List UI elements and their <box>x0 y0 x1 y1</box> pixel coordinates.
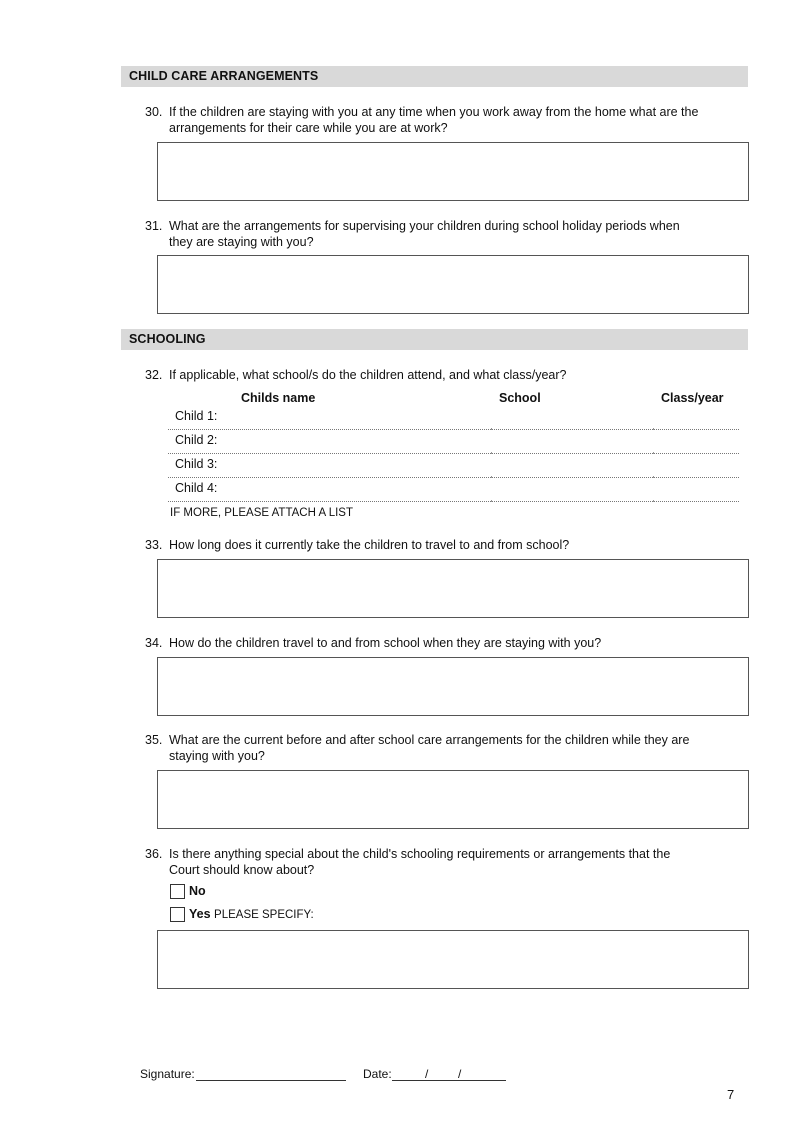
date-label: Date: <box>363 1067 392 1081</box>
question-number: 34. <box>145 636 163 650</box>
attach-list-note: IF MORE, PLEASE ATTACH A LIST <box>170 507 353 519</box>
question-number: 32. <box>145 368 163 382</box>
child-label: Child 4: <box>175 481 218 495</box>
question-text: What are the current before and after school care arrangements for the children while they are staying with you? <box>169 733 690 763</box>
answer-box-36[interactable] <box>157 930 749 989</box>
section-header-schooling <box>121 329 748 350</box>
question-number: 30. <box>145 105 163 119</box>
question-number: 35. <box>145 733 163 747</box>
question-number: 31. <box>145 219 163 233</box>
column-header-class-year: Class/year <box>661 391 724 405</box>
section-header-child-care <box>121 66 748 87</box>
question-number: 33. <box>145 538 163 552</box>
answer-box-33[interactable] <box>157 559 749 618</box>
question-text: If the children are staying with you at any time when you work away from the home what are the arrangements for their care while you are at work? <box>169 105 699 135</box>
no-label: No <box>189 884 206 898</box>
question-number: 36. <box>145 847 163 861</box>
child-label: Child 3: <box>175 457 218 471</box>
school-row[interactable] <box>168 430 739 454</box>
no-checkbox[interactable] <box>170 884 185 899</box>
date-separator: / <box>425 1067 429 1081</box>
yes-checkbox[interactable] <box>170 907 185 922</box>
date-separator: / <box>458 1067 462 1081</box>
child-label: Child 1: <box>175 409 218 423</box>
signature-label: Signature: <box>140 1067 195 1081</box>
please-specify-label: PLEASE SPECIFY: <box>214 909 314 921</box>
date-line[interactable] <box>392 1068 506 1081</box>
yes-label: Yes PLEASE SPECIFY: <box>189 907 314 921</box>
answer-box-31[interactable] <box>157 255 749 314</box>
page-number: 7 <box>727 1087 735 1102</box>
question-text: How do the children travel to and from school when they are staying with you? <box>169 636 602 650</box>
question-text: How long does it currently take the children to travel to and from school? <box>169 538 570 552</box>
section-title: SCHOOLING <box>129 332 206 346</box>
answer-box-34[interactable] <box>157 657 749 716</box>
answer-box-35[interactable] <box>157 770 749 829</box>
question-text: If applicable, what school/s do the children attend, and what class/year? <box>169 368 567 382</box>
child-label: Child 2: <box>175 433 218 447</box>
column-header-childs-name: Childs name <box>241 391 316 405</box>
signature-line[interactable] <box>196 1068 346 1081</box>
answer-box-30[interactable] <box>157 142 749 201</box>
school-row[interactable] <box>168 478 739 502</box>
question-text: Is there anything special about the child's schooling requirements or arrangements that the Court should know about? <box>169 847 671 877</box>
column-header-school: School <box>499 391 541 405</box>
column-divider <box>491 500 492 502</box>
school-row[interactable] <box>168 454 739 478</box>
school-row[interactable] <box>168 406 739 430</box>
question-text: What are the arrangements for supervising your children during school holiday periods when they are staying with you? <box>169 219 680 249</box>
section-title: CHILD CARE ARRANGEMENTS <box>129 69 319 83</box>
column-divider <box>653 500 654 502</box>
